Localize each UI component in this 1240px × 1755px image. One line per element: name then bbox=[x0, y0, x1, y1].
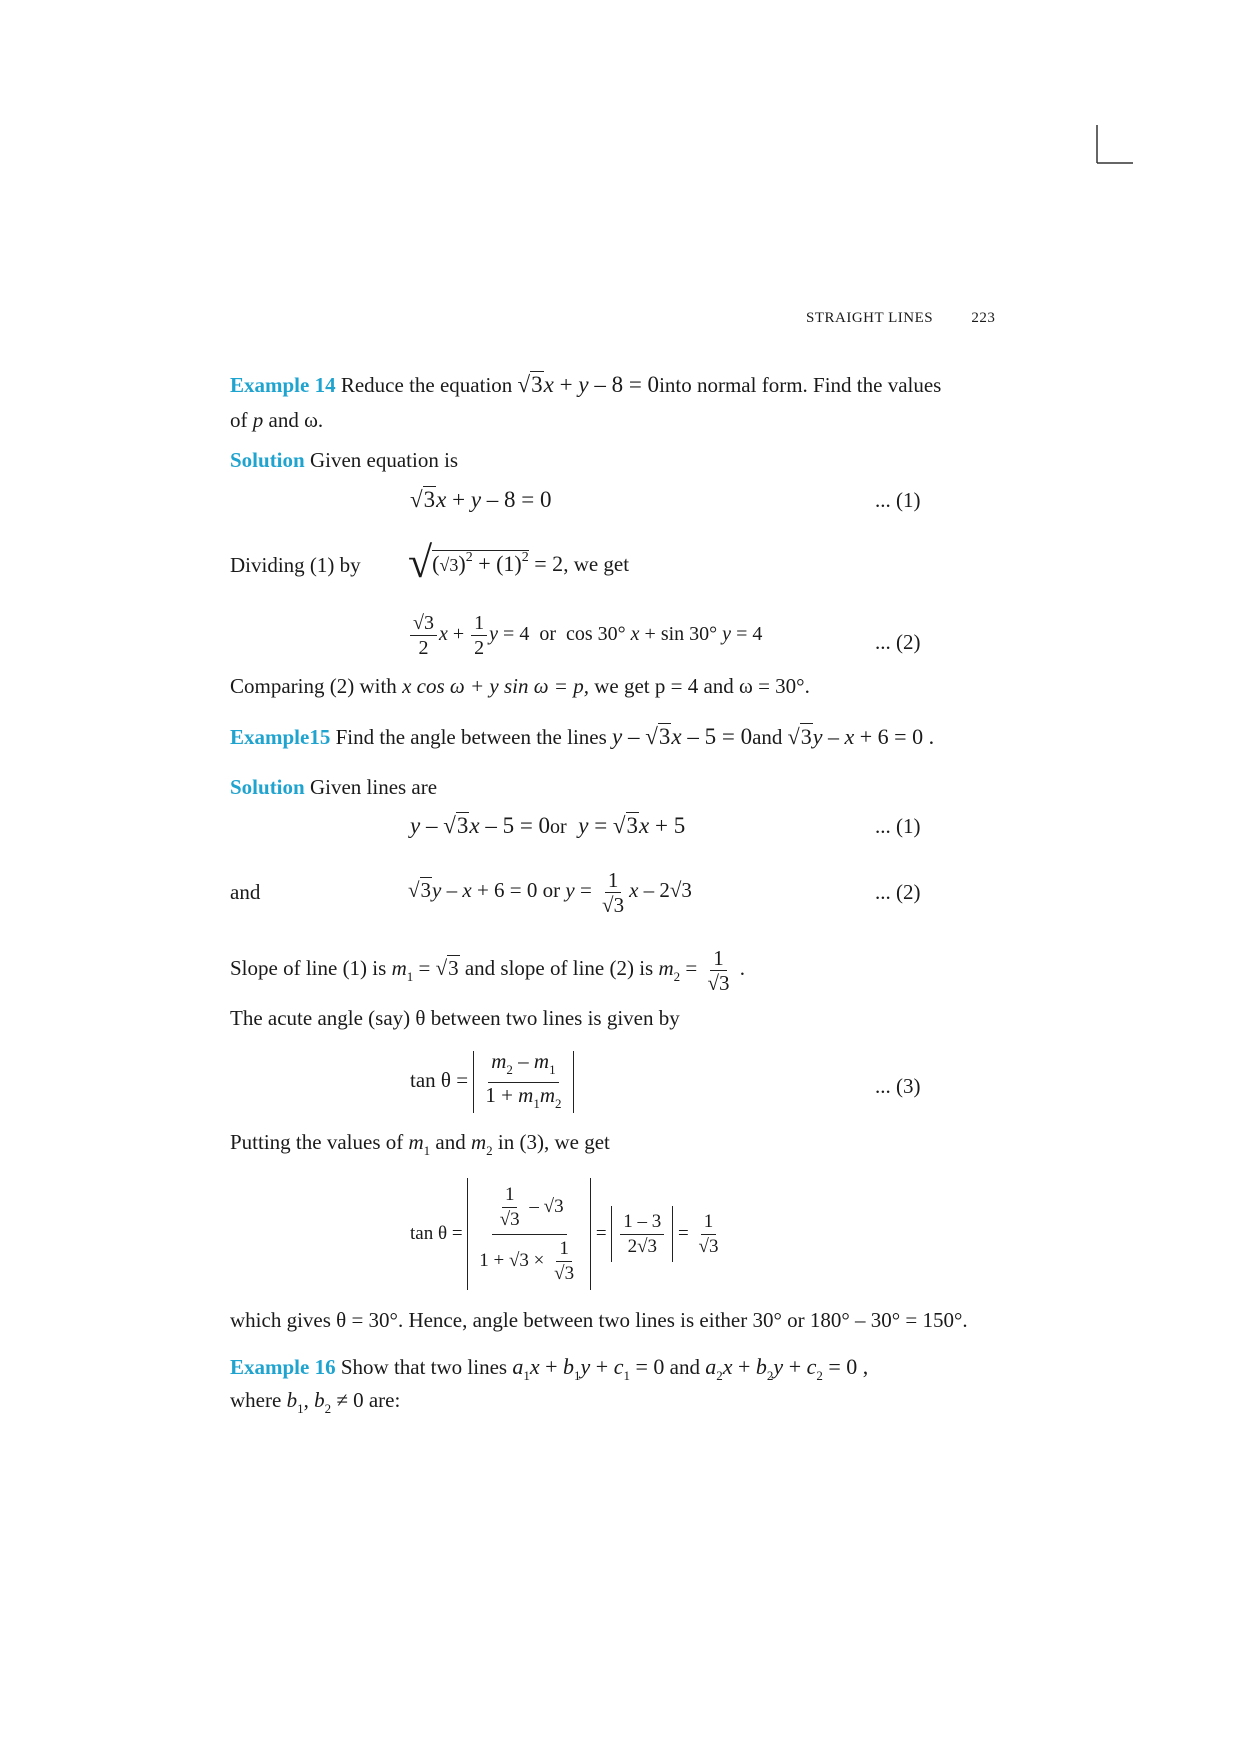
running-header bbox=[806, 310, 995, 327]
example-label: Example 16 bbox=[230, 1355, 336, 1379]
tan-computation: tan θ = $\frac{1}{√3}$ – √3 1 + √3 × $\frac{1}{√3}$ = $\frac{1 - 3}{2√3}$ = $\frac{1}{√3}$ bbox=[410, 1176, 723, 1292]
equation-number-1b: ... (1) bbox=[875, 814, 921, 838]
line-equation-1: y – √3x – 5 = 0or y = √3x + 5 bbox=[410, 813, 686, 838]
conclusion-text: which gives θ = 30°. Hence, angle between two lines is either 30° or 180° – 30° = 150°. bbox=[230, 1308, 968, 1332]
example-15-statement: Example15 Find the angle between the lines y – √3x – 5 = 0and √3y – x + 6 = 0 . bbox=[230, 724, 935, 749]
normalizer-expression: $√(√3)^2 + (1)^2 = 2$, we get bbox=[408, 538, 630, 587]
example-label: Example15 bbox=[230, 725, 331, 749]
running-title: STRAIGHT LINES bbox=[806, 310, 934, 326]
equation-1: √3x + y – 8 = 0 bbox=[410, 487, 552, 512]
example-label: Example 14 bbox=[230, 373, 336, 397]
solution-15-heading: Solution Given lines are bbox=[230, 775, 438, 799]
line-equation-2: √3y – x + 6 = 0 or y = $\frac{1}{√3}$ x – 2√3 bbox=[408, 867, 692, 917]
acute-angle-text: The acute angle (say) θ between two lines is given by bbox=[230, 1006, 680, 1030]
crop-mark bbox=[1095, 125, 1135, 165]
slope-line: Slope of line (1) is $m_1 = √3$ and slope of line (2) is $m_2$ = $\frac{1}{√3}$ . bbox=[230, 945, 746, 995]
example-14-statement: Example 14 Reduce the equation √3x + y – 8 = 0into normal form. Find the values bbox=[230, 372, 942, 397]
page-number: 223 bbox=[971, 310, 996, 326]
comparing-line: Comparing (2) with x cos ω + y sin ω = p, we get p = 4 and ω = 30°. bbox=[230, 674, 810, 698]
equation-number-2b: ... (2) bbox=[875, 880, 921, 904]
dividing-text: Dividing (1) by bbox=[230, 553, 361, 577]
example-16-condition: where $b_1$, $b_2 \ne 0$ are: bbox=[230, 1388, 401, 1416]
example-16-statement: Example 16 Show that two lines $a_1x + b_1y + c_1 = 0$ and $a_2x + b_2y + c_2 = 0$ , bbox=[230, 1354, 869, 1383]
and-word: and bbox=[230, 880, 261, 904]
solution-14-heading: Solution Given equation is bbox=[230, 448, 459, 472]
equation-inline: √3x + y – 8 = 0 bbox=[517, 372, 660, 397]
tan-formula: tan θ = $\frac{m_2 - m_1}{1 + m_1m_2}$ bbox=[410, 1048, 574, 1113]
equation-number-2: ... (2) bbox=[875, 630, 921, 654]
equation-number-3: ... (3) bbox=[875, 1074, 921, 1098]
equation-number-1: ... (1) bbox=[875, 488, 921, 512]
putting-values-text: Putting the values of $m_1$ and $m_2$ in (3), we get bbox=[230, 1130, 610, 1158]
example-14-statement-cont: of p and ω. bbox=[230, 408, 324, 432]
equation-2: $\frac{√3}{2}$ x + $\frac{1}{2}$ y = 4 or cos 30° x + sin 30° y = 4 bbox=[408, 606, 762, 662]
